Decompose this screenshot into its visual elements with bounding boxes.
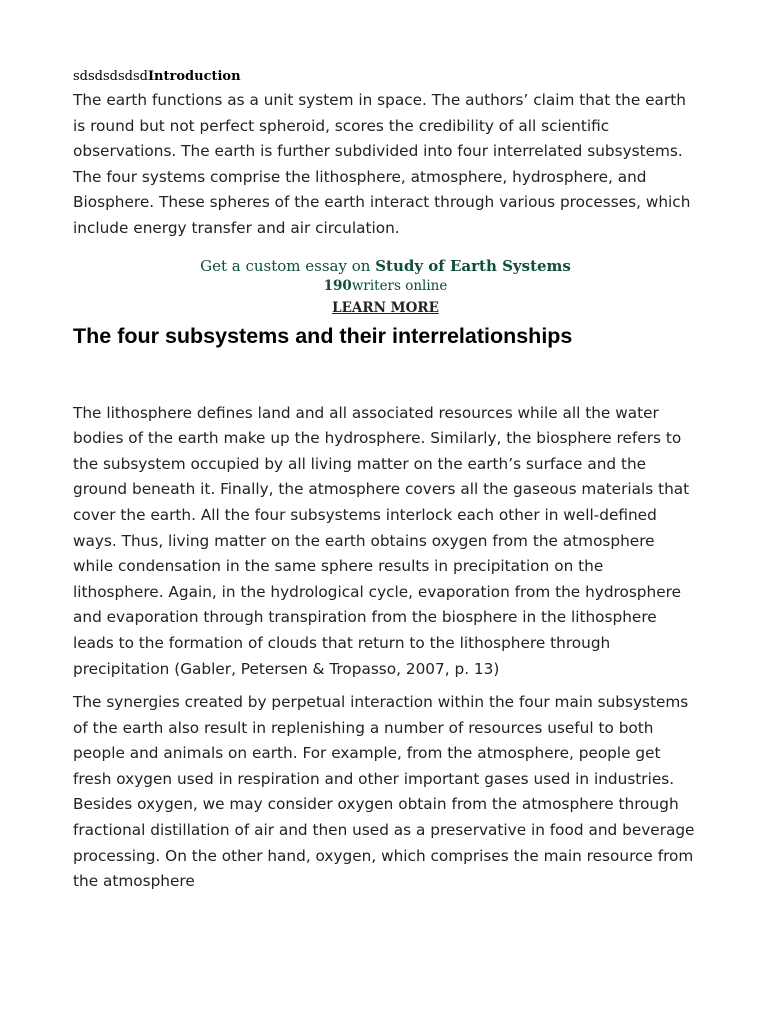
learn-more-link[interactable]: LEARN MORE (332, 299, 439, 316)
section-heading: The four subsystems and their interrelationships (73, 323, 573, 348)
promo-topic: Study of Earth Systems (375, 256, 571, 275)
promo-text: Get a custom essay on (200, 256, 376, 275)
body-paragraph-synergies: The synergies created by perpetual interaction within the four main subsystems of the earth also result in replenishing a number of resources useful to both people and animals on earth. For example, from the atmosphere, people get fresh oxygen used in respiration and other important gases used in industries. Besides oxygen, we may consider oxygen obtain from the atmosphere through fractional distillation of air and then used as a preservative in food and beverage processing. On the other hand, oxygen, which comprises the main resource from the atmosphere (73, 693, 695, 891)
body-paragraph-subsystems: The lithosphere defines land and all associated resources while all the water bodies of the earth make up the hydrosphere. Similarly, the biosphere refers to the subsystem occupied by all living matter on the earth’s surface and the ground beneath it. Finally, the atmosphere covers all the gaseous materials that cover the earth. All the four subsystems interlock each other in well-defined ways. Thus, living matter on the earth obtains oxygen from the atmosphere while condensation in the same sphere results in precipitation on the lithosphere. Again, in the hydrological cycle, evaporation from the hydrosphere and evaporation through transpiration from the biosphere in the lithosphere leads to the formation of clouds that return to the lithosphere through precipitation (Gabler, Petersen & Tropasso, 2007, p. 13) (73, 403, 690, 678)
intro-heading: Introduction (147, 69, 241, 84)
writers-count: 190 (323, 277, 352, 294)
promo-line (73, 256, 698, 276)
intro-title-line (73, 66, 698, 88)
intro-paragraph: The earth functions as a unit system in space. The authors’ claim that the earth is round but not perfect spheroid, scores the credibility of all scientific observations. The earth is further subdivided into four interrelated subsystems. The four systems comprise the lithosphere, atmosphere, hydrosphere, and Biosphere. These spheres of the earth interact through various processes, which include energy transfer and air circulation. (73, 91, 691, 237)
essay-promo-box (73, 256, 698, 319)
document-page (73, 66, 698, 895)
writers-label: writers online (351, 277, 448, 294)
writers-online-line (73, 276, 698, 296)
intro-prefix: sdsdsdsdsd (73, 69, 148, 84)
